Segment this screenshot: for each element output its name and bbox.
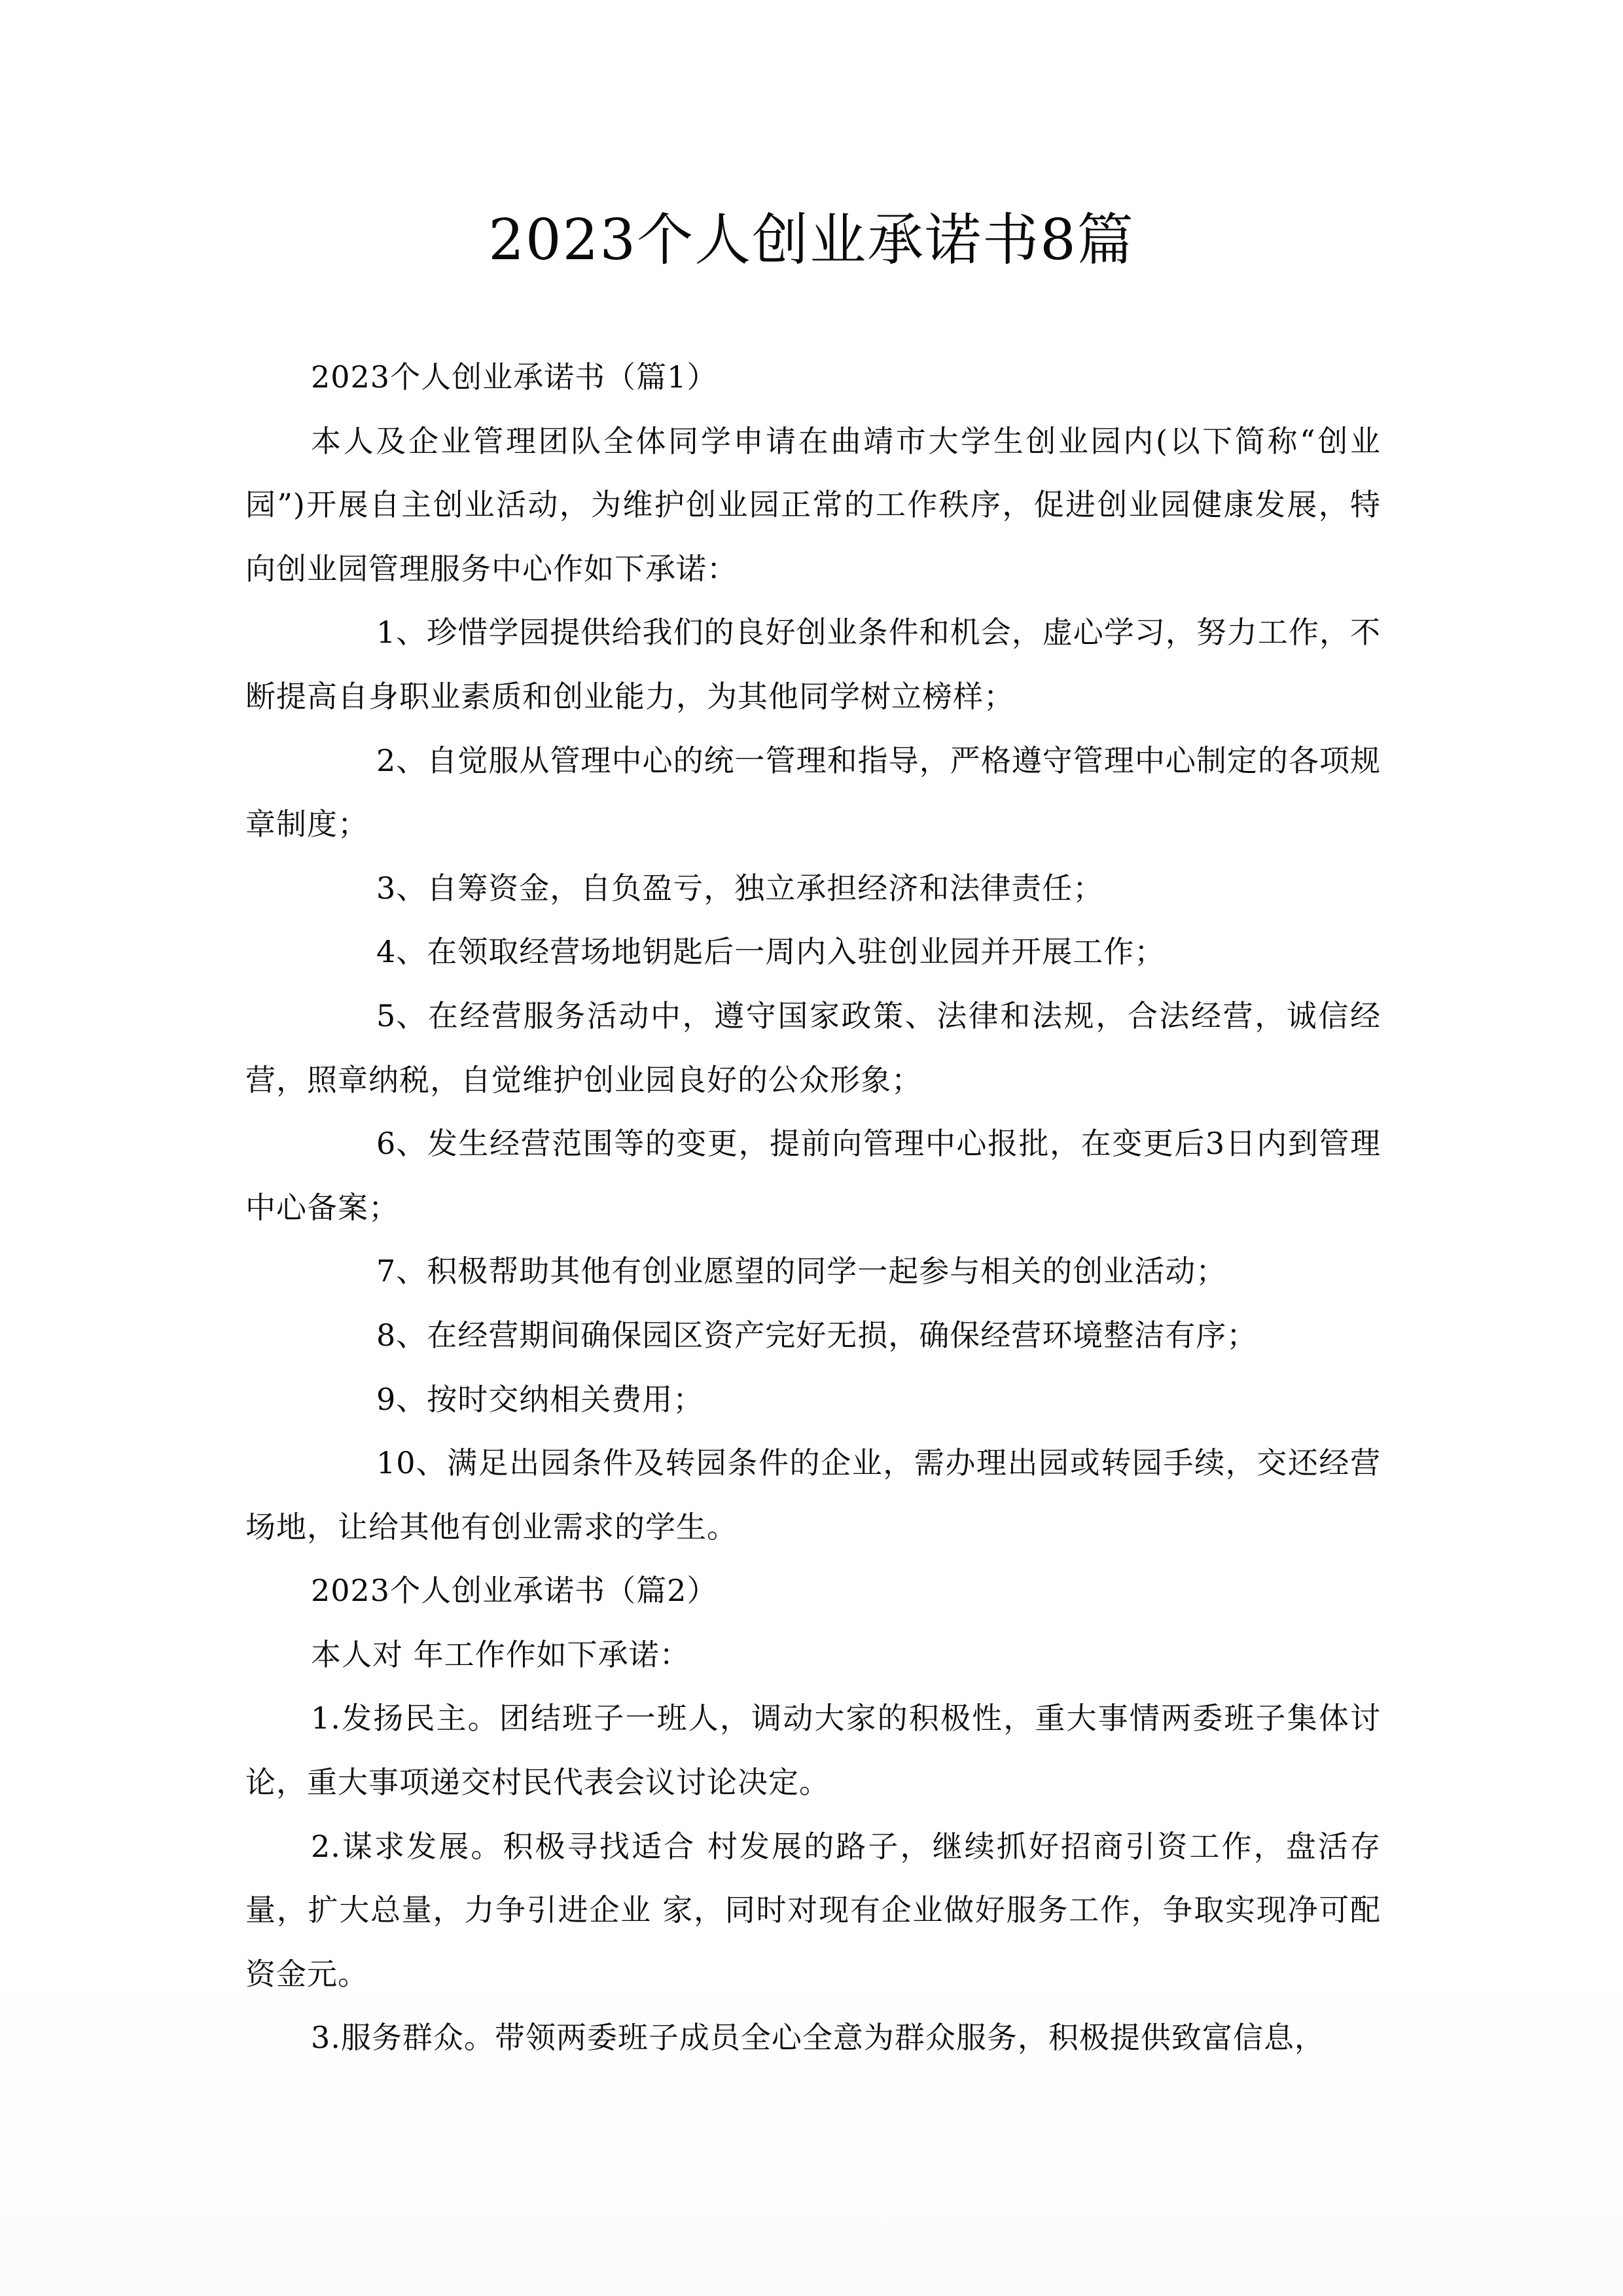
item-text: 按时交纳相关费用； xyxy=(427,1381,704,1417)
list-item xyxy=(245,1240,1381,1304)
section-heading: 2023个人创业承诺书（篇2） xyxy=(311,1573,718,1609)
item-text: 自筹资金，自负盈亏，独立承担经济和法律责任； xyxy=(427,870,1104,906)
item-text: 珍惜学园提供给我们的良好创业条件和机会，虚心学习，努力工作，不断提高自身职业素质和创业能力，为其他同学树立榜样； xyxy=(245,615,1381,714)
item-number: 1. xyxy=(311,1700,341,1736)
list-item xyxy=(245,1368,1381,1432)
item-text: 满足出园条件及转园条件的企业，需办理出园或转园手续，交还经营场地，让给其他有创业需求的学生。 xyxy=(245,1445,1381,1545)
item-number: 3、 xyxy=(376,870,427,906)
section-intro: 本人对 年工作作如下承诺： xyxy=(311,1636,690,1672)
list-item xyxy=(245,2006,1381,2070)
item-text: 在经营服务活动中，遵守国家政策、法律和法规，合法经营，诚信经营，照章纳税，自觉维护创业园良好的公众形象； xyxy=(245,997,1381,1098)
list-item xyxy=(245,920,1381,984)
document-body xyxy=(245,346,1381,2070)
item-number: 6、 xyxy=(376,1126,427,1162)
list-item xyxy=(245,857,1381,921)
list-item xyxy=(245,984,1381,1112)
item-text: 谋求发展。积极寻找适合 村发展的路子，继续抓好招商引资工作，盘活存量，扩大总量，力争引进企业 家，同时对现有企业做好服务工作，争取实现净可配资金元。 xyxy=(245,1828,1381,1992)
list-item xyxy=(245,601,1381,728)
item-text: 在领取经营场地钥匙后一周内入驻创业园并开展工作； xyxy=(427,934,1166,970)
item-number: 7、 xyxy=(376,1253,427,1289)
list-item xyxy=(245,729,1381,857)
item-text: 发扬民主。团结班子一班人，调动大家的积极性，重大事情两委班子集体讨论，重大事项递交村民代表会议讨论决定。 xyxy=(245,1700,1381,1801)
section-intro: 本人及企业管理团队全体同学申请在曲靖市大学生创业园内(以下简称“创业园”)开展自主创业活动，为维护创业园正常的工作秩序，促进创业园健康发展，特向创业园管理服务中心作如下承诺： xyxy=(245,423,1381,586)
list-item xyxy=(245,1687,1381,1814)
item-number: 8、 xyxy=(376,1317,427,1353)
item-text: 自觉服从管理中心的统一管理和指导，严格遵守管理中心制定的各项规章制度； xyxy=(245,742,1381,842)
item-number: 2. xyxy=(311,1828,341,1864)
item-number: 1、 xyxy=(376,615,427,651)
list-item xyxy=(245,1431,1381,1559)
item-number: 3. xyxy=(311,2020,341,2056)
item-text: 积极帮助其他有创业愿望的同学一起参与相关的创业活动； xyxy=(427,1253,1227,1289)
item-text: 发生经营范围等的变更，提前向管理中心报批，在变更后3日内到管理中心备案； xyxy=(245,1126,1381,1225)
section-heading: 2023个人创业承诺书（篇1） xyxy=(311,359,718,395)
item-text: 在经营期间确保园区资产完好无损，确保经营环境整洁有序； xyxy=(427,1317,1258,1353)
item-number: 10、 xyxy=(376,1445,447,1481)
item-number: 5、 xyxy=(376,997,427,1033)
item-text: 服务群众。带领两委班子成员全心全意为群众服务，积极提供致富信息， xyxy=(340,2020,1325,2056)
item-number: 9、 xyxy=(376,1381,427,1417)
list-item xyxy=(245,1304,1381,1368)
item-number: 2、 xyxy=(376,742,427,778)
item-number: 4、 xyxy=(376,934,427,970)
list-item xyxy=(245,1815,1381,2007)
list-item xyxy=(245,1112,1381,1240)
document-title: 2023个人创业承诺书8篇 xyxy=(488,207,1135,273)
